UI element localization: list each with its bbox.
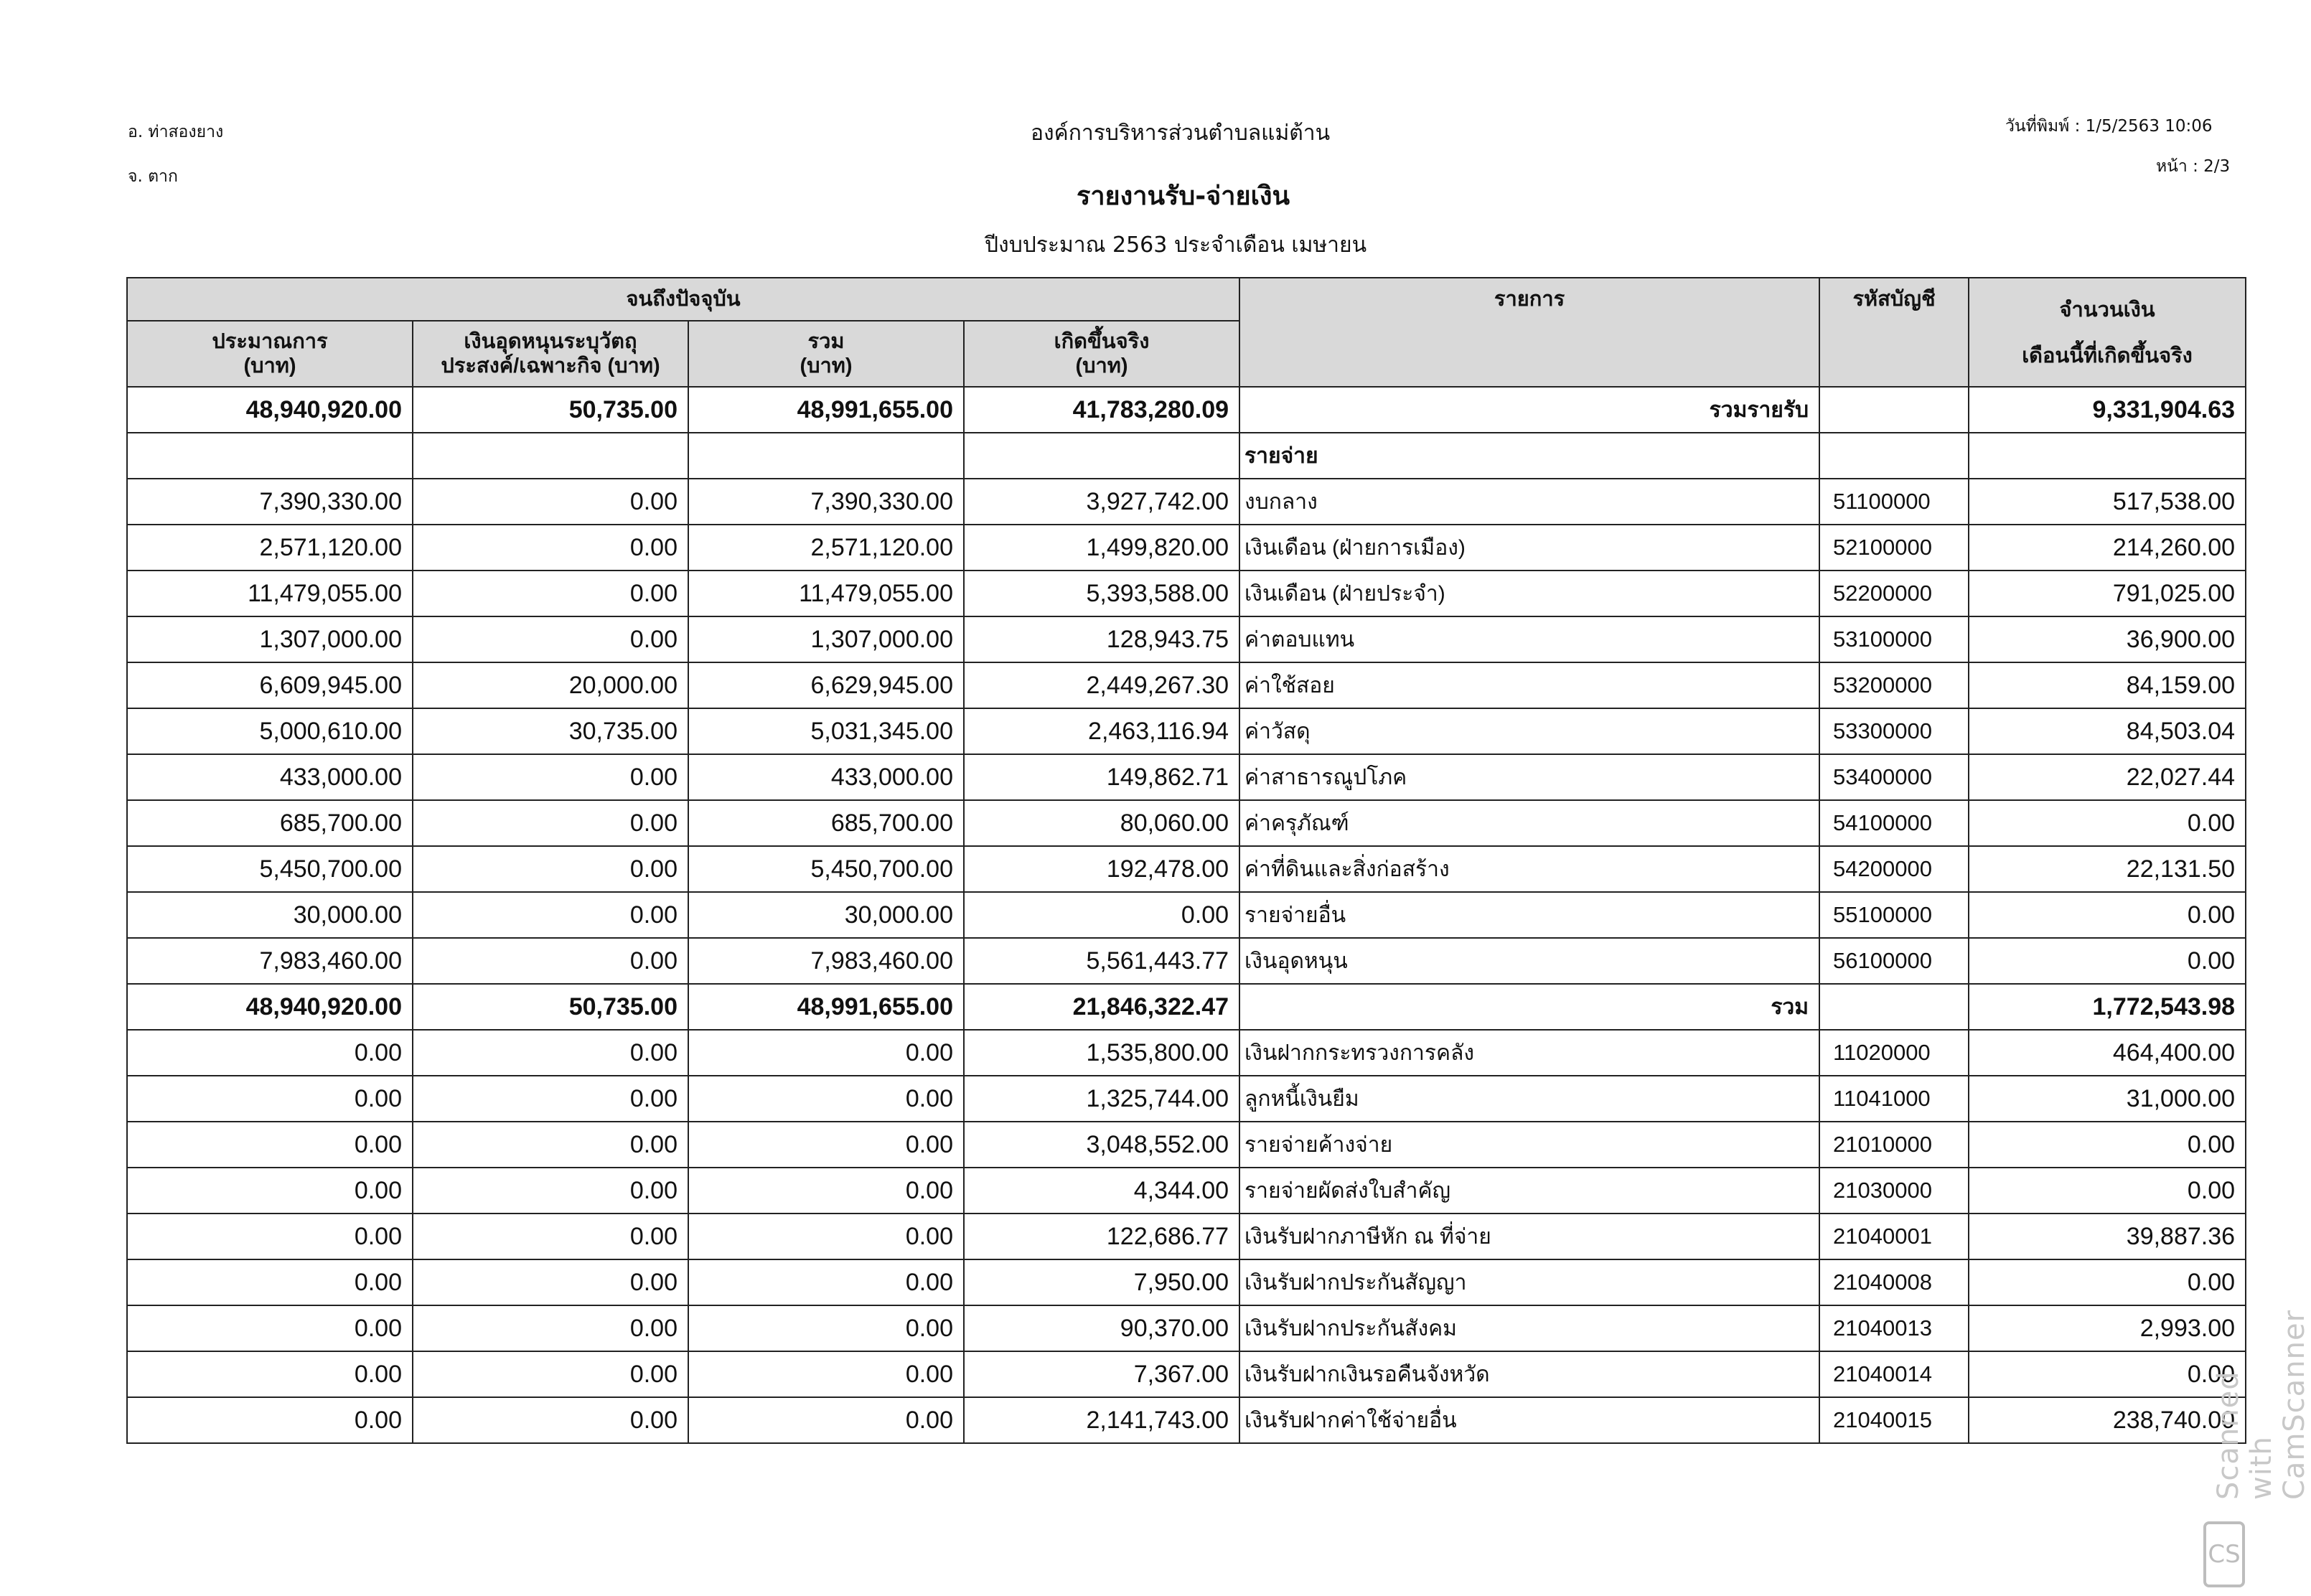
amount-cell: 22,131.50 — [1969, 846, 2246, 892]
budget-column-header: ประมาณการ (บาท) — [127, 321, 413, 387]
subsidy-column-header: เงินอุดหนุนระบุวัตถุ ประสงค์/เฉพาะกิจ (บาท) — [413, 321, 688, 387]
amount-cell: 214,260.00 — [1969, 525, 2246, 571]
expense-total-budget: 48,940,920.00 — [127, 984, 413, 1030]
table-row — [127, 800, 2246, 846]
item-name-cell: งบกลาง — [1239, 479, 1819, 525]
empty-cell — [413, 433, 688, 479]
total-cell: 0.00 — [688, 1397, 964, 1443]
total-cell: 11,479,055.00 — [688, 571, 964, 616]
item-name-cell: เงินเดือน (ฝ่ายการเมือง) — [1239, 525, 1819, 571]
subsidy-cell: 0.00 — [413, 892, 688, 938]
amount-cell: 0.00 — [1969, 892, 2246, 938]
budget-cell: 30,000.00 — [127, 892, 413, 938]
subsidy-cell: 0.00 — [413, 1397, 688, 1443]
account-code-cell: 55100000 — [1819, 892, 1969, 938]
table-row — [127, 571, 2246, 616]
budget-cell: 5,000,610.00 — [127, 708, 413, 754]
item-name-cell: ค่าที่ดินและสิ่งก่อสร้าง — [1239, 846, 1819, 892]
subsidy-cell: 0.00 — [413, 479, 688, 525]
budget-cell: 685,700.00 — [127, 800, 413, 846]
subsidy-cell: 30,735.00 — [413, 708, 688, 754]
actual-cell: 0.00 — [964, 892, 1239, 938]
income-total-budget: 48,940,920.00 — [127, 387, 413, 433]
subsidy-cell: 0.00 — [413, 754, 688, 800]
item-name-cell: รายจ่ายผัดส่งใบสำคัญ — [1239, 1168, 1819, 1214]
item-name-cell: เงินรับฝากเงินรอคืนจังหวัด — [1239, 1351, 1819, 1397]
amount-cell: 0.00 — [1969, 800, 2246, 846]
account-code-cell: 53300000 — [1819, 708, 1969, 754]
total-cell: 5,031,345.00 — [688, 708, 964, 754]
income-total-subsidy: 50,735.00 — [413, 387, 688, 433]
subsidy-cell: 0.00 — [413, 1030, 688, 1076]
account-code-cell: 11041000 — [1819, 1076, 1969, 1122]
total-cell: 30,000.00 — [688, 892, 964, 938]
budget-cell: 0.00 — [127, 1351, 413, 1397]
empty-cell — [964, 433, 1239, 479]
total-cell: 0.00 — [688, 1214, 964, 1259]
subsidy-cell: 0.00 — [413, 1214, 688, 1259]
account-code-cell: 51100000 — [1819, 479, 1969, 525]
amount-cell: 238,740.00 — [1969, 1397, 2246, 1443]
budget-cell: 433,000.00 — [127, 754, 413, 800]
item-name-cell: ค่าครุภัณฑ์ — [1239, 800, 1819, 846]
report-title: รายงานรับ-จ่ายเงิน — [1077, 182, 1290, 211]
budget-cell: 6,609,945.00 — [127, 662, 413, 708]
expense-total-label: รวม — [1239, 984, 1819, 1030]
expense-total-subsidy: 50,735.00 — [413, 984, 688, 1030]
amount-cell: 0.00 — [1969, 1122, 2246, 1168]
amount-cell: 791,025.00 — [1969, 571, 2246, 616]
budget-cell: 0.00 — [127, 1397, 413, 1443]
item-name-cell: ค่าตอบแทน — [1239, 616, 1819, 662]
actual-cell: 1,535,800.00 — [964, 1030, 1239, 1076]
subsidy-cell: 0.00 — [413, 1259, 688, 1305]
actual-cell: 2,449,267.30 — [964, 662, 1239, 708]
actual-cell: 122,686.77 — [964, 1214, 1239, 1259]
expense-total-total: 48,991,655.00 — [688, 984, 964, 1030]
budget-cell: 0.00 — [127, 1168, 413, 1214]
expense-section-row — [127, 433, 2246, 479]
income-total-amount: 9,331,904.63 — [1969, 387, 2246, 433]
amount-column-header: จำนวนเงิน เดือนนี้ที่เกิดขึ้นจริง — [1969, 278, 2246, 387]
total-cell: 6,629,945.00 — [688, 662, 964, 708]
actual-cell: 1,499,820.00 — [964, 525, 1239, 571]
subsidy-cell: 0.00 — [413, 800, 688, 846]
amount-cell: 2,993.00 — [1969, 1305, 2246, 1351]
budget-cell: 0.00 — [127, 1076, 413, 1122]
table-row — [127, 662, 2246, 708]
amount-cell: 464,400.00 — [1969, 1030, 2246, 1076]
table-row — [127, 479, 2246, 525]
total-cell: 7,390,330.00 — [688, 479, 964, 525]
item-name-cell: ค่าวัสดุ — [1239, 708, 1819, 754]
actual-cell: 7,950.00 — [964, 1259, 1239, 1305]
total-cell: 7,983,460.00 — [688, 938, 964, 984]
total-cell: 0.00 — [688, 1305, 964, 1351]
subsidy-cell: 0.00 — [413, 525, 688, 571]
amount-cell: 39,887.36 — [1969, 1214, 2246, 1259]
table-row — [127, 846, 2246, 892]
table-row — [127, 1168, 2246, 1214]
account-code-cell: 53100000 — [1819, 616, 1969, 662]
empty-cell — [127, 433, 413, 479]
account-code-cell: 54200000 — [1819, 846, 1969, 892]
amount-cell: 517,538.00 — [1969, 479, 2246, 525]
item-name-cell: รายจ่ายค้างจ่าย — [1239, 1122, 1819, 1168]
subsidy-cell: 0.00 — [413, 571, 688, 616]
subsidy-cell: 0.00 — [413, 1351, 688, 1397]
province-label: จ. ตาก — [128, 167, 178, 186]
total-cell: 0.00 — [688, 1030, 964, 1076]
expense-total-actual: 21,846,322.47 — [964, 984, 1239, 1030]
expense-section-label: รายจ่าย — [1239, 433, 1819, 479]
total-cell: 1,307,000.00 — [688, 616, 964, 662]
amount-cell: 84,159.00 — [1969, 662, 2246, 708]
actual-cell: 2,463,116.94 — [964, 708, 1239, 754]
actual-cell: 2,141,743.00 — [964, 1397, 1239, 1443]
table-row — [127, 1076, 2246, 1122]
district-label: อ. ท่าสองยาง — [128, 123, 224, 141]
budget-cell: 0.00 — [127, 1259, 413, 1305]
amount-cell: 0.00 — [1969, 938, 2246, 984]
subsidy-cell: 20,000.00 — [413, 662, 688, 708]
budget-cell: 0.00 — [127, 1030, 413, 1076]
actual-cell: 90,370.00 — [964, 1305, 1239, 1351]
total-cell: 2,571,120.00 — [688, 525, 964, 571]
expense-total-row — [127, 984, 2246, 1030]
actual-cell: 128,943.75 — [964, 616, 1239, 662]
amount-cell: 0.00 — [1969, 1259, 2246, 1305]
actual-cell: 7,367.00 — [964, 1351, 1239, 1397]
item-name-cell: เงินรับฝากประกันสัญญา — [1239, 1259, 1819, 1305]
total-cell: 0.00 — [688, 1351, 964, 1397]
actual-column-header: เกิดขึ้นจริง (บาท) — [964, 321, 1239, 387]
subsidy-cell: 0.00 — [413, 846, 688, 892]
actual-cell: 5,561,443.77 — [964, 938, 1239, 984]
amount-cell: 84,503.04 — [1969, 708, 2246, 754]
amount-cell: 0.00 — [1969, 1351, 2246, 1397]
budget-cell: 0.00 — [127, 1122, 413, 1168]
actual-cell: 149,862.71 — [964, 754, 1239, 800]
table-row — [127, 1259, 2246, 1305]
amount-cell: 36,900.00 — [1969, 616, 2246, 662]
account-code-cell: 52100000 — [1819, 525, 1969, 571]
table-row — [127, 938, 2246, 984]
income-total-account — [1819, 387, 1969, 433]
total-cell: 0.00 — [688, 1259, 964, 1305]
total-cell: 685,700.00 — [688, 800, 964, 846]
actual-cell: 5,393,588.00 — [964, 571, 1239, 616]
account-code-cell: 21040013 — [1819, 1305, 1969, 1351]
total-cell: 0.00 — [688, 1122, 964, 1168]
account-code-cell: 21040014 — [1819, 1351, 1969, 1397]
item-name-cell: ลูกหนี้เงินยืม — [1239, 1076, 1819, 1122]
subsidy-cell: 0.00 — [413, 1168, 688, 1214]
table-row — [127, 1122, 2246, 1168]
budget-cell: 5,450,700.00 — [127, 846, 413, 892]
item-name-cell: ค่าใช้สอย — [1239, 662, 1819, 708]
actual-cell: 3,048,552.00 — [964, 1122, 1239, 1168]
income-total-total: 48,991,655.00 — [688, 387, 964, 433]
total-cell: 0.00 — [688, 1168, 964, 1214]
expense-total-account — [1819, 984, 1969, 1030]
scanner-watermark-text: Scanned with CamScanner — [2212, 1309, 2311, 1500]
actual-cell: 1,325,744.00 — [964, 1076, 1239, 1122]
item-name-cell: เงินอุดหนุน — [1239, 938, 1819, 984]
budget-cell: 7,390,330.00 — [127, 479, 413, 525]
table-row — [127, 1351, 2246, 1397]
income-total-actual: 41,783,280.09 — [964, 387, 1239, 433]
table-row — [127, 892, 2246, 938]
total-column-header: รวม (บาท) — [688, 321, 964, 387]
actual-cell: 192,478.00 — [964, 846, 1239, 892]
account-code-cell: 21010000 — [1819, 1122, 1969, 1168]
account-code-cell: 21040015 — [1819, 1397, 1969, 1443]
empty-cell — [688, 433, 964, 479]
item-name-cell: เงินฝากกระทรวงการคลัง — [1239, 1030, 1819, 1076]
expense-total-amount: 1,772,543.98 — [1969, 984, 2246, 1030]
account-code-cell: 21040008 — [1819, 1259, 1969, 1305]
empty-cell — [1969, 433, 2246, 479]
item-column-header: รายการ — [1239, 278, 1819, 387]
table-row — [127, 1305, 2246, 1351]
scanner-logo: CS — [2203, 1521, 2245, 1587]
account-code-cell: 21040001 — [1819, 1214, 1969, 1259]
item-name-cell: เงินเดือน (ฝ่ายประจำ) — [1239, 571, 1819, 616]
subsidy-cell: 0.00 — [413, 938, 688, 984]
subsidy-cell: 0.00 — [413, 616, 688, 662]
budget-cell: 1,307,000.00 — [127, 616, 413, 662]
item-name-cell: เงินรับฝากภาษีหัก ณ ที่จ่าย — [1239, 1214, 1819, 1259]
account-code-cell: 52200000 — [1819, 571, 1969, 616]
total-cell: 0.00 — [688, 1076, 964, 1122]
subsidy-cell: 0.00 — [413, 1076, 688, 1122]
item-name-cell: ค่าสาธารณูปโภค — [1239, 754, 1819, 800]
income-total-row — [127, 387, 2246, 433]
amount-cell: 0.00 — [1969, 1168, 2246, 1214]
amount-cell: 31,000.00 — [1969, 1076, 2246, 1122]
organization-name: องค์การบริหารส่วนตำบลแม่ต้าน — [1031, 121, 1331, 146]
budget-cell: 7,983,460.00 — [127, 938, 413, 984]
print-date: วันที่พิมพ์ : 1/5/2563 10:06 — [2005, 117, 2213, 136]
actual-cell: 80,060.00 — [964, 800, 1239, 846]
report-subtitle: ปีงบประมาณ 2563 ประจำเดือน เมษายน — [985, 233, 1367, 258]
table-row — [127, 1030, 2246, 1076]
amount-cell: 22,027.44 — [1969, 754, 2246, 800]
account-code-cell: 53200000 — [1819, 662, 1969, 708]
total-cell: 5,450,700.00 — [688, 846, 964, 892]
page-number: หน้า : 2/3 — [2156, 157, 2231, 176]
budget-cell: 11,479,055.00 — [127, 571, 413, 616]
account-code-cell: 56100000 — [1819, 938, 1969, 984]
table-row — [127, 1397, 2246, 1443]
table-row — [127, 708, 2246, 754]
to-date-group-header: จนถึงปัจจุบัน — [127, 278, 1239, 321]
report-table — [126, 277, 2246, 1444]
table-row — [127, 616, 2246, 662]
budget-cell: 0.00 — [127, 1305, 413, 1351]
table-row — [127, 1214, 2246, 1259]
account-code-cell: 11020000 — [1819, 1030, 1969, 1076]
income-total-label: รวมรายรับ — [1239, 387, 1819, 433]
account-column-header: รหัสบัญชี — [1819, 278, 1969, 387]
budget-cell: 0.00 — [127, 1214, 413, 1259]
budget-cell: 2,571,120.00 — [127, 525, 413, 571]
account-code-cell: 21030000 — [1819, 1168, 1969, 1214]
total-cell: 433,000.00 — [688, 754, 964, 800]
actual-cell: 4,344.00 — [964, 1168, 1239, 1214]
actual-cell: 3,927,742.00 — [964, 479, 1239, 525]
subsidy-cell: 0.00 — [413, 1305, 688, 1351]
subsidy-cell: 0.00 — [413, 1122, 688, 1168]
table-row — [127, 525, 2246, 571]
table-row — [127, 754, 2246, 800]
item-name-cell: เงินรับฝากค่าใช้จ่ายอื่น — [1239, 1397, 1819, 1443]
account-code-cell: 54100000 — [1819, 800, 1969, 846]
item-name-cell: เงินรับฝากประกันสังคม — [1239, 1305, 1819, 1351]
account-code-cell: 53400000 — [1819, 754, 1969, 800]
empty-cell — [1819, 433, 1969, 479]
item-name-cell: รายจ่ายอื่น — [1239, 892, 1819, 938]
